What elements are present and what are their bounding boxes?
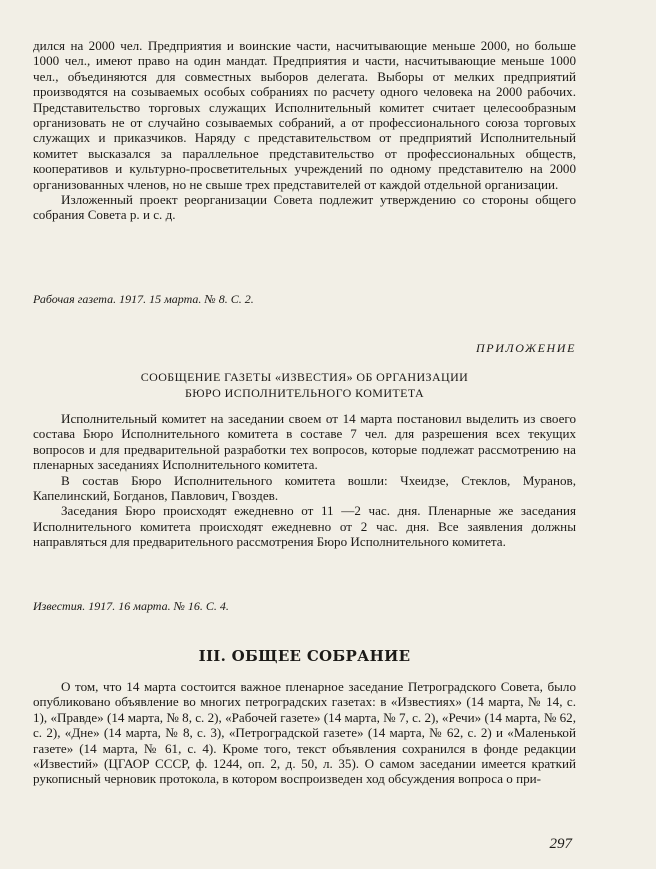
appendix-title-line2: БЮРО ИСПОЛНИТЕЛЬНОГО КОМИТЕТА [184,386,425,400]
source-citation [33,292,576,307]
continued-text [33,38,576,223]
citation-text: Рабочая газета. 1917. 15 марта. № 8. С. 2. [33,292,254,306]
paragraph: Изложенный проект реорганизации Совета подлежит утверждению со стороны общего собрания Совета р. и с. д. [33,192,576,223]
paragraph: О том, что 14 марта состоится важное пленарное заседание Петроградского Совета, было опубликовано объявление во многих петроградских газетах: в «Известиях» (14 марта, № 14, с. 1), «Правде» (14 марта, № 8, с. 2), «Рабочей газете» (14 марта, № 7, с. 2), «Речи» (14 марта, № 62, с. 2), «Дне» (14 марта, № 8, с. 3), «Петроградской газете» (14 марта, № 62, с. 2) и «Маленькой газете» (14 марта, № 61, с. 4). Кроме того, текст объявления сохранился в фонде редакции «Известий» (ЦГАОР СССР, ф. 1244, оп. 2, д. 50, л. 35). О самом заседании имеется краткий рукописный черновик протокола, в котором воспроизведен ход обсуждения вопроса о при- [33,679,576,787]
section-heading: III. ОБЩЕЕ СОБРАНИЕ [198,647,411,665]
appendix-body [33,411,576,550]
paragraph: Исполнительный комитет на заседании своем от 14 марта постановил выделить из своего состава Бюро Исполнительного комитета в составе 7 чел. для разрешения всех текущих вопросов и для предварительной разработки тех вопросов, которые подлежат рассмотрению на пленарных заседаниях Исполнительного комитета. [33,411,576,473]
paragraph: В состав Бюро Исполнительного комитета вошли: Чхеидзе, Стеклов, Муранов, Капелинский, Богданов, Павлович, Гвоздев. [33,472,576,504]
appendix-title-line1: СООБЩЕНИЕ ГАЗЕТЫ «ИЗВЕСТИЯ» ОБ ОРГАНИЗАЦИИ [140,370,469,384]
page-number: 297 [549,836,572,852]
appendix-label: ПРИЛОЖЕНИЕ [476,341,576,355]
citation-text: Известия. 1917. 16 марта. № 16. С. 4. [33,599,229,613]
source-citation [33,599,576,614]
paragraph: Заседания Бюро происходят ежедневно от 11 —2 час. дня. Пленарные же заседания Исполнительного комитета происходят ежедневно от 2 час. дня. Все заявления должны направляться для предварительного рассмотрения Бюро Исполнительного комитета. [33,503,576,550]
section-body [33,679,576,787]
paragraph: дился на 2000 чел. Предприятия и воинские части, насчитывающие меньше 2000, но больше 1000 чел., имеют право на один мандат. Предприятия и части, насчитывающие меньше 1000 чел., объединяются для совместных выборов делегата. Выборы от мелких предприятий производятся на созываемых особых собраниях по расчету одного человека на 2000 рабочих. Представительство торговых служащих Исполнительный комитет считает целесообразным организовать не от случайно созываемых собраний, а от профессионального союза торговых служащих и приказчиков. Наряду с представительством от предприятий Исполнительный комитет высказался за параллельное представительство от профессиональных обществ, кооперативов и культурно-просветительных учреждений по одному представителю на 2000 организованных членов, но не свыше трех представителей от каждой отдельной организации. [33,38,576,192]
